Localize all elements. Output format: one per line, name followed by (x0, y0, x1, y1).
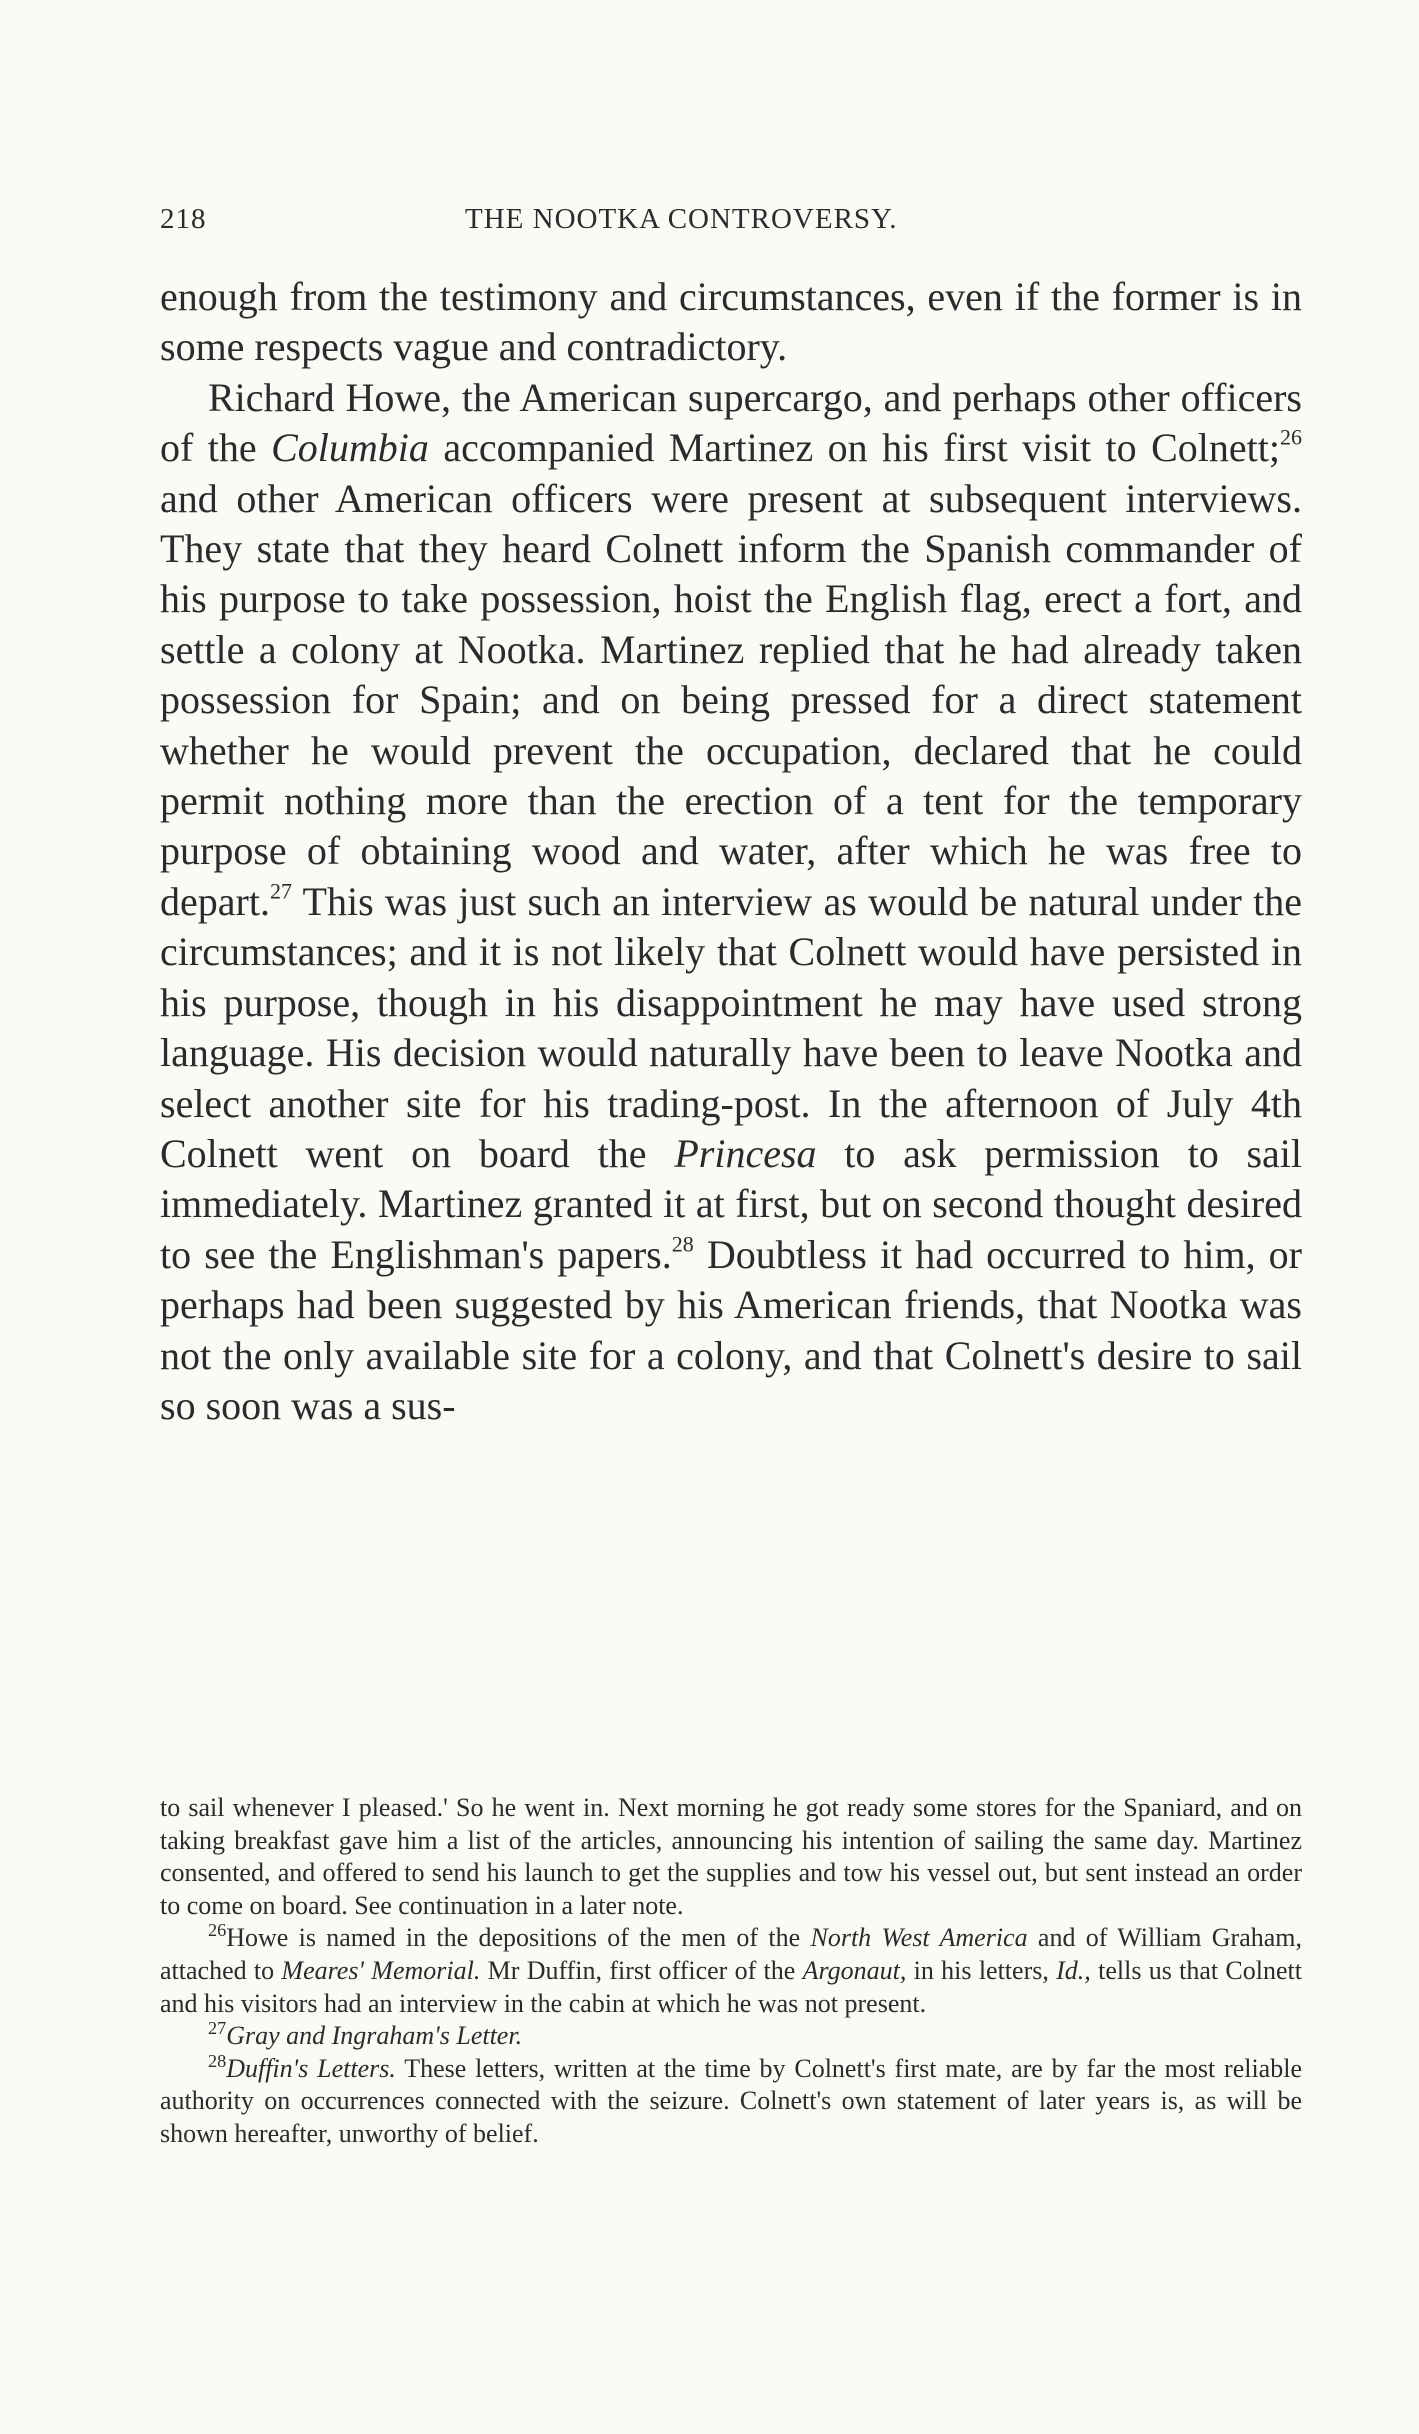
text-run: and other American officers were present at subsequent interviews. They state that they heard Colnett inform the Spanish commander of his purpose to take possession, hoist the English flag, erect a fort, and settle a colony at Nootka. Martinez replied that he had already taken possession for Spain; and on being pressed for a direct statement whether he would prevent the occupation, declared that he could permit nothing more than the erection of a tent for the temporary purpose of obtaining wood and water, after which he was free to depart. (160, 475, 1302, 924)
text-run: Howe is named in the depositions of the men of the (226, 1923, 811, 1953)
source-meares-memorial: Meares' Memorial. (281, 1955, 481, 1985)
text-run: in his letters, (906, 1955, 1057, 1985)
ship-name-north-west-america: North West America (810, 1923, 1028, 1953)
main-text (160, 272, 1302, 1431)
footnote-ref-26[interactable]: 26 (1280, 424, 1303, 450)
footnote-28 (160, 2050, 1302, 2151)
ship-name-columbia: Columbia (271, 425, 429, 471)
footnote-continuation: to sail whenever I pleased.' So he went in. Next morning he got ready some stores for the Spaniard, and on taking breakfast gave him a list of the articles, announcing his intention of sailing the same day. Martinez consented, and offered to send his launch to get the supplies and tow his vessel out, but sent instead an order to come on board. See continuation in a later note. (160, 1793, 1302, 1920)
footnote-number: 27 (208, 2018, 227, 2039)
page-number: 218 (160, 203, 207, 235)
text-run: Mr Duffin, first officer of the (480, 1955, 803, 1985)
text-run: Richard Howe, the American supercargo, and perhaps other officers of the (160, 374, 1302, 471)
footnote-ref-27[interactable]: 27 (269, 878, 292, 904)
source-gray-ingraham: Gray and Ingraham's Letter. (226, 2021, 523, 2051)
ship-name-princesa: Princesa (674, 1130, 817, 1176)
source-duffin-letters: Duffin's Letters. (226, 2053, 396, 2083)
footnote-number: 28 (208, 2050, 227, 2071)
footnote-ref-28[interactable]: 28 (671, 1231, 694, 1257)
footnote-26 (160, 1922, 1302, 2020)
text-run: to ask permission to sail immediately. Martinez granted it at first, but on second thought desired to see the Englishman's papers. (160, 1130, 1303, 1277)
text-run: This was just such an interview as would be natural under the circumstances; and it is not likely that Colnett would have persisted in his purpose, though in his disappointment he may have used strong language. His decision would naturally have been to leave Nootka and select another site for his trading-post. In the afternoon of July 4th Colnett went on board the (160, 878, 1302, 1176)
paragraph-howe (160, 373, 1302, 1432)
running-title: THE NOOTKA CONTROVERSY. (465, 203, 898, 235)
text-run: and of William Graham, attached to (160, 1923, 1303, 1985)
ship-name-argonaut: Argonaut, (802, 1955, 907, 1985)
footnotes (160, 1792, 1302, 2151)
text-run: accompanied Martinez on his first visit to Colnett; (428, 425, 1281, 471)
running-head (160, 203, 1270, 243)
text-run: Doubtless it had occurred to him, or perhaps had been suggested by his American friends, that Nootka was not the only available site for a colony, and that Colnett's desire to sail so soon was a sus- (160, 1231, 1302, 1428)
footnote-number: 26 (208, 1920, 227, 1941)
text-run: These letters, written at the time by Colnett's first mate, are by far the most reliable authority on occurrences connected with the seizure. Colnett's own statement of later years is, as will be shown hereafter, unworthy of belief. (160, 2053, 1302, 2148)
source-ibid: Id., (1056, 1955, 1091, 1985)
text-run: tells us that Colnett and his visitors had an interview in the cabin at which he was not present. (160, 1955, 1302, 2018)
paragraph-continued: enough from the testimony and circumstances, even if the former is in some respects vague and contradictory. (160, 274, 1302, 370)
footnote-27 (160, 2020, 1302, 2053)
